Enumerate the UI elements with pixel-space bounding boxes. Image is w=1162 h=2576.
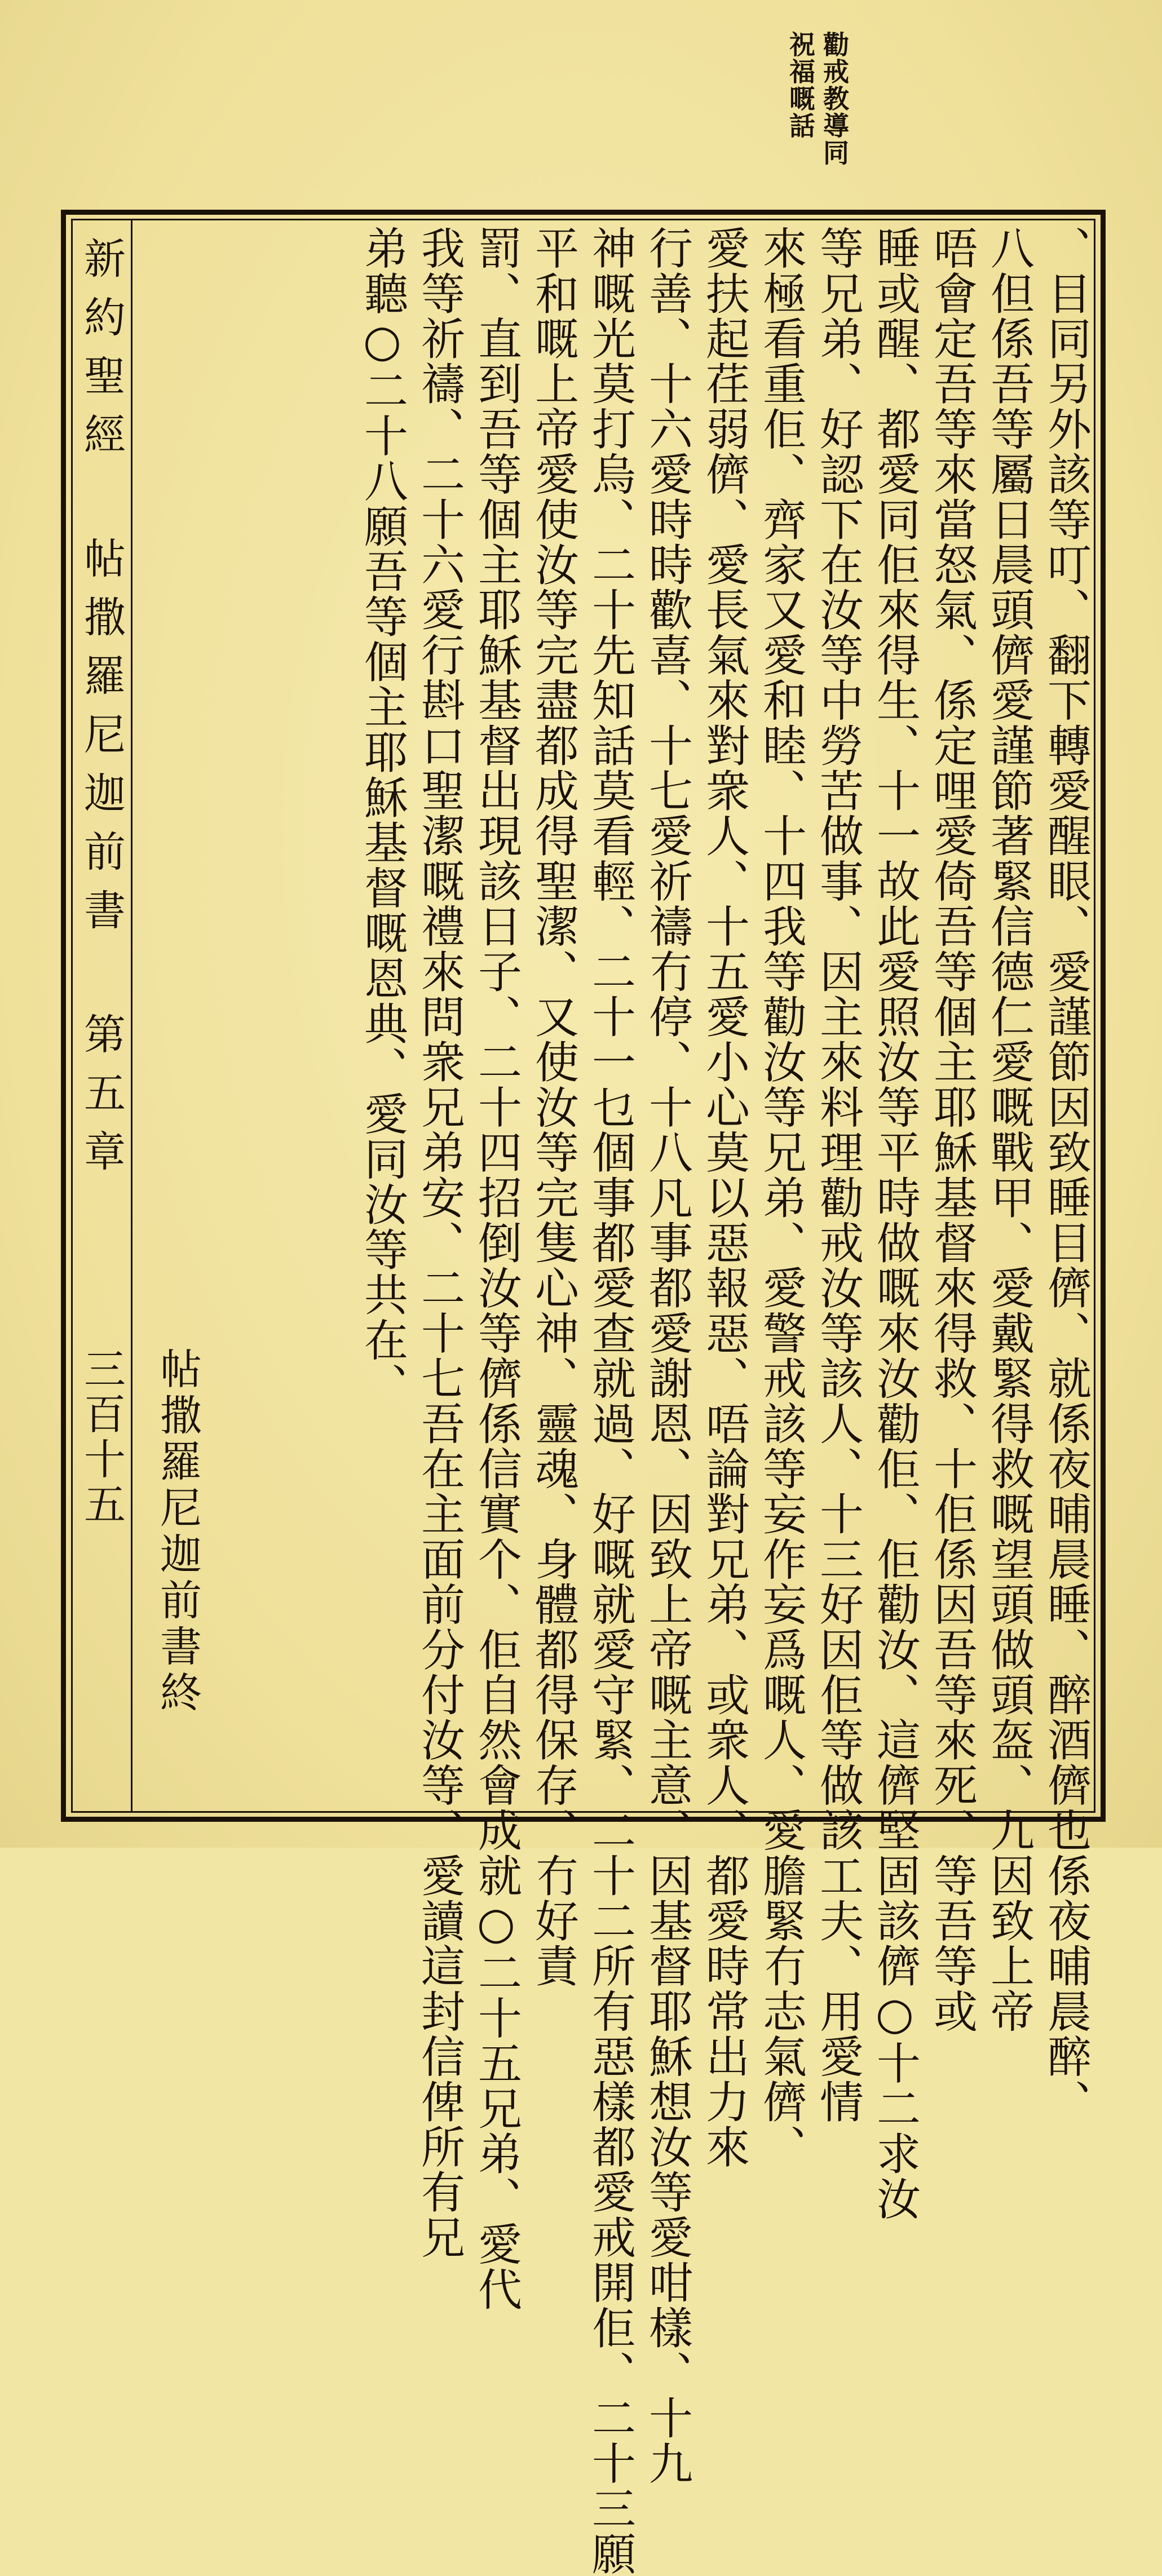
body-text bbox=[316, 225, 1094, 2576]
body-column: 平和嘅上帝愛使汝等完盡都成得聖潔、又使汝等完隻心神、靈魂、身體都得保存、冇好責 bbox=[528, 225, 578, 1989]
body-column: 唔會定吾等來當怒氣、係定哩愛倚吾等個主耶穌基督來得救、十佢係因吾等來死、等吾等或 bbox=[926, 225, 977, 2034]
body-column: 行善、十六愛時時歡喜、十七愛祈禱冇停、十八凡事都愛謝恩、因致上帝嘅主意、因基督耶穌想汝等愛咁樣、十九 bbox=[642, 225, 692, 2486]
running-title: 新約聖經 帖撒羅尼迦前書 第五章 bbox=[77, 237, 126, 1188]
body-column: 我等祈禱、二十六愛行斟口聖潔嘅禮來問衆兄弟安、二十七吾在主面前分付汝等、愛讀這封信俾所有兄 bbox=[414, 225, 465, 2260]
body-column: 睡或醒、都愛同佢來得生、十一故此愛照汝等平時做嘅來汝勸佢、佢勸汝、這儕堅固該儕○十二求汝 bbox=[869, 225, 920, 2221]
body-column: 來極看重佢、齊家又愛和睦、十四我等勸汝等兄弟、愛警戒該等妄作妄爲嘅人、愛膽緊冇志氣儕、 bbox=[755, 225, 806, 2170]
body-column: 等兄弟、好認下在汝等中勞苦做事、因主來料理勸戒汝等該人、十三好因佢等做該工夫、用愛情 bbox=[812, 225, 863, 2124]
body-column: 愛扶起荏弱儕、愛長氣來對衆人、十五愛小心莫以惡報惡、唔論對兄弟、或衆人、都愛時常出力來 bbox=[699, 225, 749, 2170]
book-end-title: 帖撒羅尼迦前書終 bbox=[153, 1347, 202, 1717]
header-note-line-2: 祝福嘅話 bbox=[785, 31, 816, 139]
body-column: 弟聽○二十八願吾等個主耶穌基督嘅恩典、愛同汝等共在、 bbox=[357, 225, 408, 1408]
body-column: 八但係吾等屬日晨頭儕愛謹節著緊信德仁愛嘅戰甲、愛戴緊得救嘅望頭做頭盔、九因致上帝 bbox=[983, 225, 1034, 2034]
margin-rule bbox=[131, 219, 132, 1813]
body-column: 、目同另外該等叮、翻下轉愛醒眼、愛謹節因致睡目儕、就係夜晡晨睡、醉酒儕也係夜晡晨醉、 bbox=[1040, 225, 1091, 2124]
header-note bbox=[761, 31, 851, 200]
page-number: 三百十五 bbox=[77, 1347, 126, 1528]
body-column: 罰、直到吾等個主耶穌基督出現該日子、二十四招倒汝等儕係信實个、佢自然會成就○二十五兄弟、愛代 bbox=[471, 225, 522, 2312]
body-column: 神嘅光莫打烏、二十先知話莫看輕、二十一乜個事都愛查就過、好嘅就愛守緊、二十二所有惡樣都愛戒開佢、二十三願 bbox=[585, 225, 635, 2576]
header-note-line-1: 勸戒教導同 bbox=[819, 31, 850, 166]
